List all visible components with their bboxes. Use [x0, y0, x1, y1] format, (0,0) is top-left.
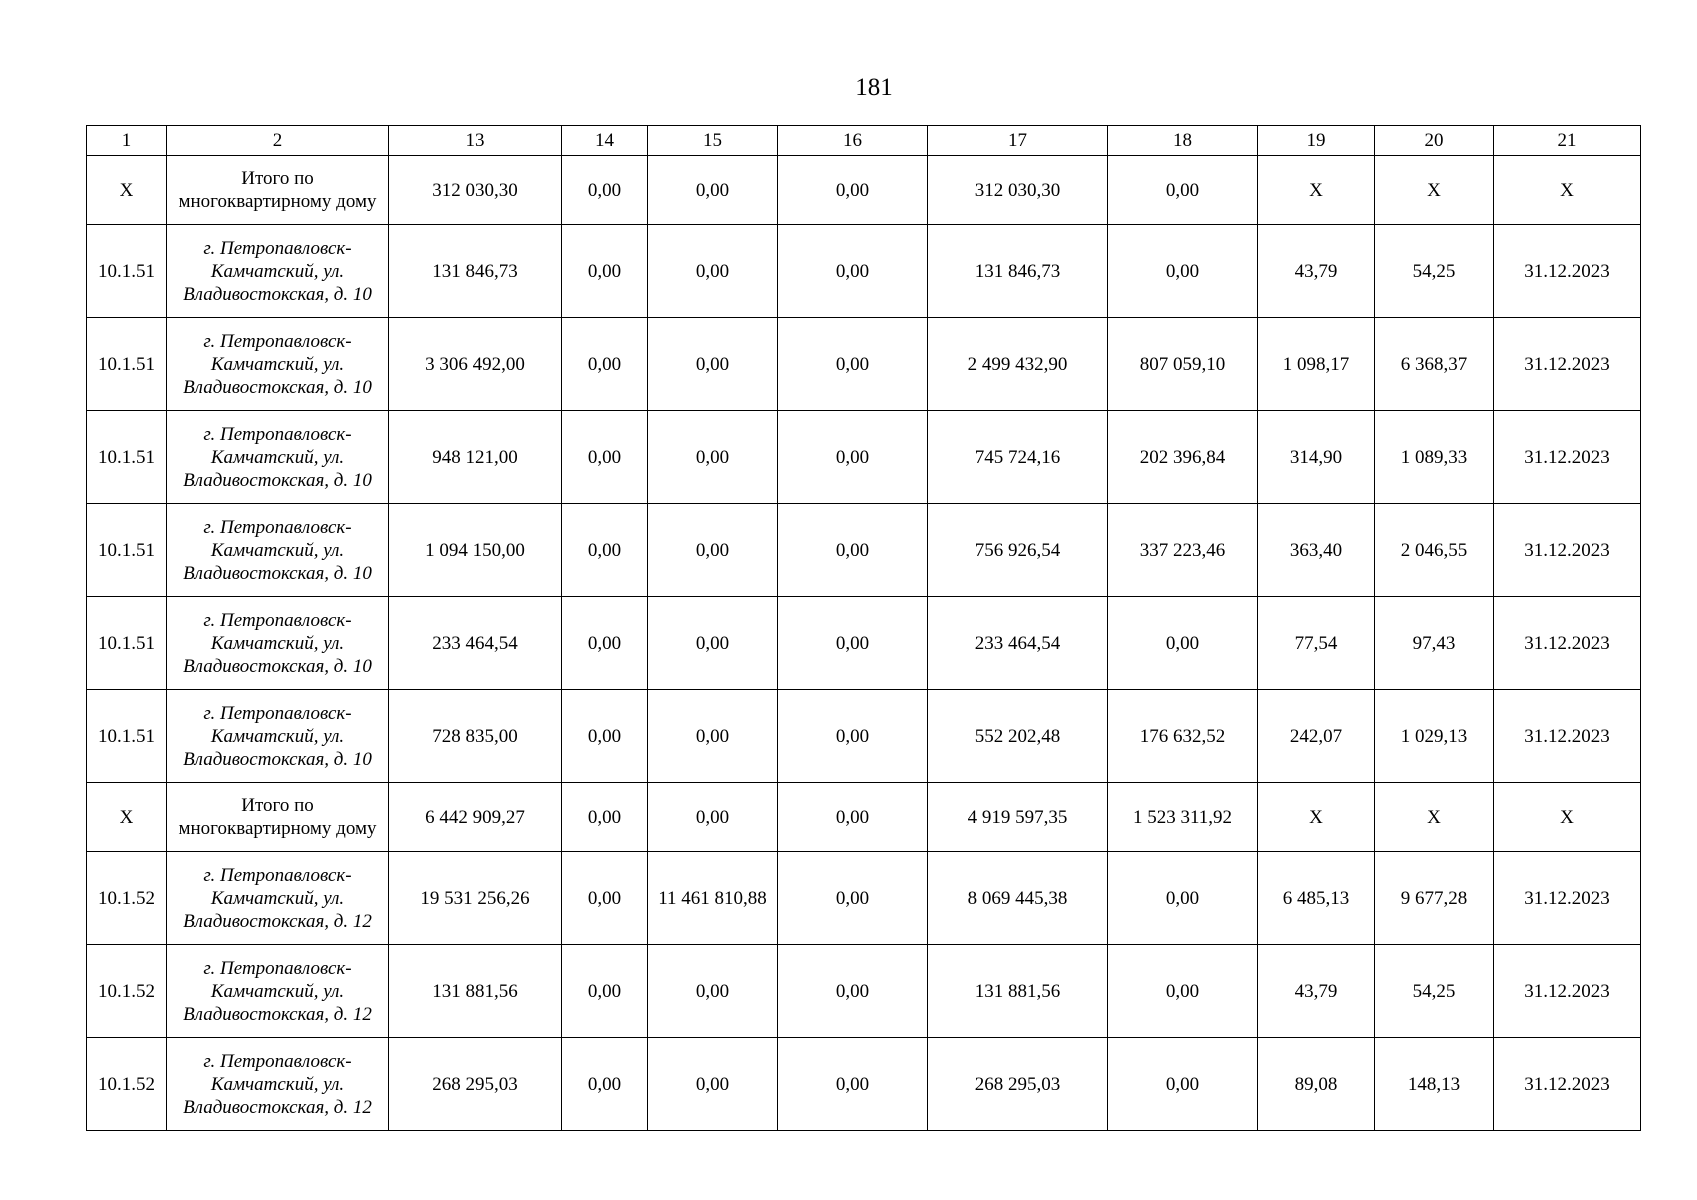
table-cell: 0,00 — [648, 411, 778, 504]
table-cell: 363,40 — [1258, 504, 1375, 597]
table-row — [87, 1038, 1641, 1131]
table-cell: 1 523 311,92 — [1108, 783, 1258, 852]
table-cell: 0,00 — [778, 156, 928, 225]
table-cell: 0,00 — [562, 783, 648, 852]
table-cell: 0,00 — [778, 945, 928, 1038]
row-id-cell: 10.1.51 — [87, 411, 167, 504]
table-cell: 0,00 — [778, 597, 928, 690]
header-cell: 17 — [928, 126, 1108, 156]
table-cell: 0,00 — [562, 945, 648, 1038]
row-id-cell: 10.1.52 — [87, 1038, 167, 1131]
table-cell: 0,00 — [562, 597, 648, 690]
table-cell: 1 029,13 — [1375, 690, 1494, 783]
table-cell: 233 464,54 — [389, 597, 562, 690]
address-cell: г. Петропавловск-Камчатский, ул. Владивостокская, д. 10 — [167, 318, 389, 411]
header-cell: 15 — [648, 126, 778, 156]
table-cell: 131 881,56 — [928, 945, 1108, 1038]
table-cell: 0,00 — [562, 411, 648, 504]
table-body — [87, 126, 1641, 1131]
header-cell: 2 — [167, 126, 389, 156]
table-cell: 54,25 — [1375, 945, 1494, 1038]
table-cell: X — [1375, 783, 1494, 852]
table-cell: 0,00 — [1108, 852, 1258, 945]
table-row — [87, 690, 1641, 783]
table-cell: 948 121,00 — [389, 411, 562, 504]
table-cell: 0,00 — [1108, 156, 1258, 225]
table-row — [87, 945, 1641, 1038]
header-cell: 1 — [87, 126, 167, 156]
table-cell: X — [1258, 783, 1375, 852]
table-cell: 0,00 — [562, 852, 648, 945]
table-cell: 0,00 — [648, 1038, 778, 1131]
row-id-cell: X — [87, 783, 167, 852]
table-cell: 1 094 150,00 — [389, 504, 562, 597]
address-cell: г. Петропавловск-Камчатский, ул. Владивостокская, д. 12 — [167, 945, 389, 1038]
table-cell: 131 846,73 — [389, 225, 562, 318]
table-cell: 131 846,73 — [928, 225, 1108, 318]
table-row — [87, 411, 1641, 504]
header-cell: 16 — [778, 126, 928, 156]
table-cell: 11 461 810,88 — [648, 852, 778, 945]
table-cell: 0,00 — [1108, 225, 1258, 318]
table-cell: 0,00 — [778, 411, 928, 504]
table-cell: 97,43 — [1375, 597, 1494, 690]
table-cell: 0,00 — [778, 783, 928, 852]
row-id-cell: 10.1.51 — [87, 318, 167, 411]
table-cell: 314,90 — [1258, 411, 1375, 504]
table-cell: 31.12.2023 — [1494, 411, 1641, 504]
header-cell: 21 — [1494, 126, 1641, 156]
table-cell: 0,00 — [1108, 945, 1258, 1038]
table-cell: 312 030,30 — [389, 156, 562, 225]
header-cell: 18 — [1108, 126, 1258, 156]
table-cell: 89,08 — [1258, 1038, 1375, 1131]
table-cell: 131 881,56 — [389, 945, 562, 1038]
table-cell: 728 835,00 — [389, 690, 562, 783]
table-cell: 31.12.2023 — [1494, 690, 1641, 783]
table-cell: 233 464,54 — [928, 597, 1108, 690]
total-label-cell: Итого по многоквартирному дому — [167, 156, 389, 225]
total-row — [87, 783, 1641, 852]
table-cell: 202 396,84 — [1108, 411, 1258, 504]
table-cell: 0,00 — [778, 690, 928, 783]
table-cell: 0,00 — [648, 945, 778, 1038]
table-cell: 337 223,46 — [1108, 504, 1258, 597]
address-cell: г. Петропавловск-Камчатский, ул. Владивостокская, д. 12 — [167, 1038, 389, 1131]
header-row — [87, 126, 1641, 156]
header-cell: 20 — [1375, 126, 1494, 156]
table-cell: 0,00 — [562, 318, 648, 411]
table-cell: X — [1494, 156, 1641, 225]
table-cell: 2 046,55 — [1375, 504, 1494, 597]
address-cell: г. Петропавловск-Камчатский, ул. Владивостокская, д. 10 — [167, 225, 389, 318]
address-cell: г. Петропавловск-Камчатский, ул. Владивостокская, д. 10 — [167, 504, 389, 597]
table-cell: 0,00 — [778, 852, 928, 945]
table-cell: 9 677,28 — [1375, 852, 1494, 945]
table-cell: 0,00 — [562, 504, 648, 597]
table-cell: 1 089,33 — [1375, 411, 1494, 504]
table-cell: 31.12.2023 — [1494, 852, 1641, 945]
table-cell: 2 499 432,90 — [928, 318, 1108, 411]
table-cell: 4 919 597,35 — [928, 783, 1108, 852]
row-id-cell: 10.1.51 — [87, 597, 167, 690]
table-cell: X — [1494, 783, 1641, 852]
total-row — [87, 156, 1641, 225]
table-cell: 31.12.2023 — [1494, 504, 1641, 597]
table-cell: 19 531 256,26 — [389, 852, 562, 945]
table-cell: 0,00 — [562, 225, 648, 318]
table-cell: 807 059,10 — [1108, 318, 1258, 411]
table-cell: 0,00 — [1108, 1038, 1258, 1131]
table-cell: 0,00 — [778, 1038, 928, 1131]
table-cell: 268 295,03 — [928, 1038, 1108, 1131]
header-cell: 13 — [389, 126, 562, 156]
table-cell: 77,54 — [1258, 597, 1375, 690]
table-cell: 0,00 — [562, 690, 648, 783]
table-cell: 148,13 — [1375, 1038, 1494, 1131]
table-cell: 6 442 909,27 — [389, 783, 562, 852]
table-cell: 31.12.2023 — [1494, 597, 1641, 690]
table-cell: 31.12.2023 — [1494, 225, 1641, 318]
table-cell: 31.12.2023 — [1494, 945, 1641, 1038]
table-cell: 0,00 — [648, 318, 778, 411]
table-cell: X — [1258, 156, 1375, 225]
table-cell: 3 306 492,00 — [389, 318, 562, 411]
table-cell: 31.12.2023 — [1494, 318, 1641, 411]
row-id-cell: X — [87, 156, 167, 225]
table-cell: 176 632,52 — [1108, 690, 1258, 783]
table-row — [87, 852, 1641, 945]
table-cell: 312 030,30 — [928, 156, 1108, 225]
table-row — [87, 318, 1641, 411]
table-row — [87, 225, 1641, 318]
address-cell: г. Петропавловск-Камчатский, ул. Владивостокская, д. 10 — [167, 597, 389, 690]
table-cell: 0,00 — [1108, 597, 1258, 690]
table-cell: 242,07 — [1258, 690, 1375, 783]
table-cell: 0,00 — [778, 318, 928, 411]
table-cell: 54,25 — [1375, 225, 1494, 318]
table-cell: 0,00 — [562, 156, 648, 225]
address-cell: г. Петропавловск-Камчатский, ул. Владивостокская, д. 10 — [167, 411, 389, 504]
table-cell: 0,00 — [648, 504, 778, 597]
address-cell: г. Петропавловск-Камчатский, ул. Владивостокская, д. 10 — [167, 690, 389, 783]
total-label-cell: Итого по многоквартирному дому — [167, 783, 389, 852]
table-cell: 43,79 — [1258, 225, 1375, 318]
table-cell: 268 295,03 — [389, 1038, 562, 1131]
row-id-cell: 10.1.51 — [87, 225, 167, 318]
table-cell: 745 724,16 — [928, 411, 1108, 504]
row-id-cell: 10.1.51 — [87, 690, 167, 783]
table-cell: 0,00 — [648, 597, 778, 690]
table-row — [87, 504, 1641, 597]
table-cell: 756 926,54 — [928, 504, 1108, 597]
table-cell: 0,00 — [648, 225, 778, 318]
table-cell: 0,00 — [562, 1038, 648, 1131]
table-cell: 0,00 — [648, 690, 778, 783]
row-id-cell: 10.1.52 — [87, 852, 167, 945]
table-cell: 8 069 445,38 — [928, 852, 1108, 945]
header-cell: 19 — [1258, 126, 1375, 156]
table-cell: 31.12.2023 — [1494, 1038, 1641, 1131]
table-cell: 6 368,37 — [1375, 318, 1494, 411]
table-cell: 0,00 — [778, 504, 928, 597]
table-cell: 0,00 — [648, 156, 778, 225]
row-id-cell: 10.1.52 — [87, 945, 167, 1038]
page-number: 181 — [855, 74, 893, 101]
data-table — [86, 125, 1641, 1131]
table-cell: 0,00 — [648, 783, 778, 852]
table-cell: 43,79 — [1258, 945, 1375, 1038]
table-cell: X — [1375, 156, 1494, 225]
table-row — [87, 597, 1641, 690]
address-cell: г. Петропавловск-Камчатский, ул. Владивостокская, д. 12 — [167, 852, 389, 945]
header-cell: 14 — [562, 126, 648, 156]
table-cell: 0,00 — [778, 225, 928, 318]
row-id-cell: 10.1.51 — [87, 504, 167, 597]
table-cell: 1 098,17 — [1258, 318, 1375, 411]
table-cell: 6 485,13 — [1258, 852, 1375, 945]
table-cell: 552 202,48 — [928, 690, 1108, 783]
